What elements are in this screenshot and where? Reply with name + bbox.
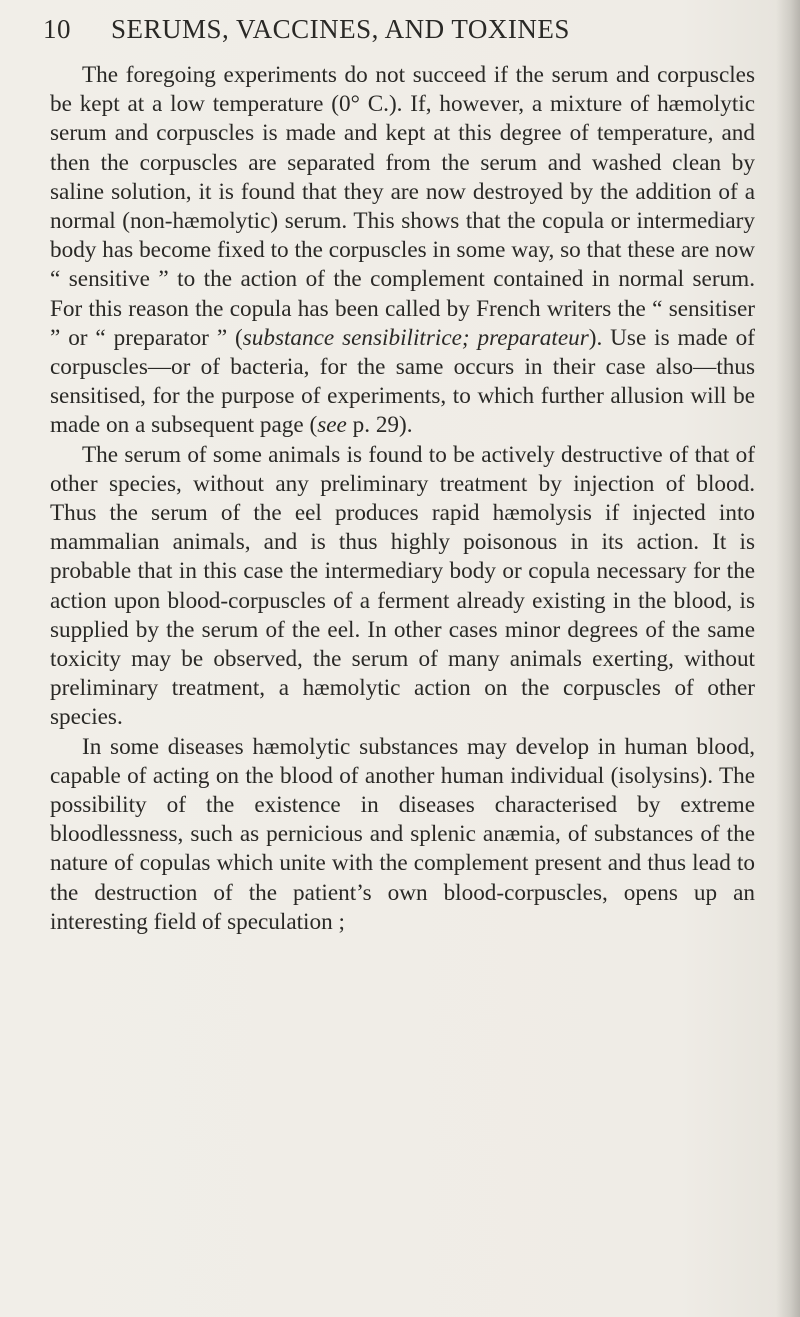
body-text: [50, 61, 755, 937]
paragraph-1-text-a: The foregoing experiments do not succeed if the serum and corpuscles be kept at a low temperature (0° C.). If, however, a mixture of hæmolytic serum and corpuscles is made and kept at this degree of temperature, and then the corpuscles are separated from the serum and washed clean by saline solution, it is found that they are now destroyed by the addition of a normal (non-hæmolytic) serum. This shows that the copula or intermediary body has become fixed to the corpuscles in some way, so that these are now “ sensitive ” to the action of the complement contained in normal serum. For this reason the copula has been called by French writers the “ sensitiser ” or “ preparator ” (: [50, 62, 755, 351]
paragraph-1-text-c: p. 29).: [346, 412, 413, 439]
paragraph-3: In some diseases hæmolytic substances may develop in human blood, capable of acting on the blood of another human individual (isolysins). The possibility of the existence in diseases characterised by extreme bloodlessness, such as pernicious and splenic anæmia, of substances of the nature of copulas which unite with the complement present and thus lead to the destruction of the patient’s own blood-corpuscles, opens up an interesting field of speculation ;: [50, 733, 755, 935]
paragraph-1-italic-see: see: [317, 412, 347, 439]
paragraph-1-italic-french-terms: substance sensibilitrice; preparateur: [242, 324, 589, 351]
running-head: SERUMS, VACCINES, AND TOXINES: [111, 14, 570, 44]
paragraph-1-text-b: ). Use is made of corpuscles—or of bacteria, for the same occurs in their case also—thus sensitised, for the purpose of experiments, to which further allusion will be made on a subsequent page (: [50, 324, 755, 439]
page-number: 10: [43, 14, 71, 44]
paragraph-1: [50, 61, 755, 441]
page-edge-shadow: [776, 0, 800, 1317]
page-header: [43, 4, 703, 54]
paragraph-2: The serum of some animals is found to be actively destructive of that of other species, without any preliminary treatment by injection of blood. Thus the serum of the eel produces rapid hæmolysis if injected into mammalian animals, and is thus highly poisonous in its action. It is probable that in this case the intermediary body or copula necessary for the action upon blood-corpuscles of a ferment already existing in the blood, is supplied by the serum of the eel. In other cases minor degrees of the same toxicity may be observed, the serum of many animals exerting, without preliminary treatment, a hæmolytic action on the corpuscles of other species.: [50, 441, 755, 731]
